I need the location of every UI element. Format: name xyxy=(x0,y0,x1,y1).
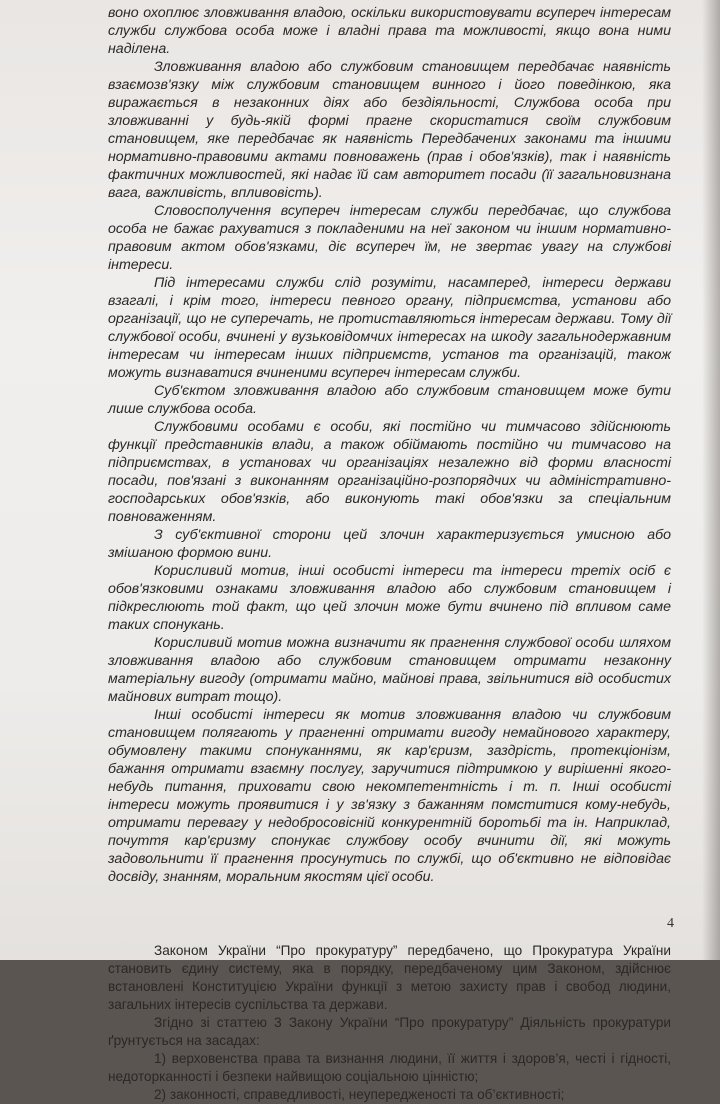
section-regular xyxy=(108,942,671,1104)
page-number: 4 xyxy=(667,916,674,931)
list-item: 1) верховенства права та визнання людини, її життя і здоров’я, честі і гідності, недоторканності і безпеки найвищою соціальною цінністю; xyxy=(108,1051,671,1084)
section-gap xyxy=(108,886,671,942)
paragraph: Зловживання владою або службовим становищем передбачає наявність взаємозв'язку між службовим становищем винного і його поведінкою, яка виражається в незаконних діях або бездіяльності, Службова особа при зловживанні у будь-якій формі прагне скористатися своїм службовим становищем, яке передбачає як наявність Передбачених законами та іншими нормативно-правовими актами повноважень (прав і обов'язків), так і наявність фактичних можливостей, які надає їй сам авторитет посади (її загальновизнана вага, важливість, впливовість). xyxy=(108,59,671,201)
paragraph: Службовими особами є особи, які постійно чи тимчасово здійснюють функції представників влади, а також обіймають постійно чи тимчасово на підприємствах, в установах чи організаціях незалежно від форми власності посади, пов'язані з виконанням організаційно-розпорядчих чи адміністративно-господарських обов'язків, або виконують такі обов'язки за спеціальним повноваженням. xyxy=(108,419,671,525)
document-body xyxy=(108,4,671,1104)
paragraph: Суб'єктом зловживання владою або службовим становищем може бути лише службова особа. xyxy=(108,383,671,417)
paragraph: Словосполучення всупереч інтересам служби передбачає, що службова особа не бажає рахуватися з покладеними на неї законом чи іншим нормативно-правовим актом обов'язками, діє всупереч їм, не звертає увагу на службові інтереси. xyxy=(108,203,671,273)
list-item: 2) законності, справедливості, неупередженості та об’єктивності; xyxy=(154,1087,565,1102)
paragraph: Корисливий мотив, інші особисті інтереси та інтереси третіх осіб є обов'язковими ознаками зловживання владою або службовим становищем і підкреслюють той факт, що цей злочин може бути вчинено під впливом саме таких спонукань. xyxy=(108,563,671,633)
paragraph: Інші особисті інтереси як мотив зловживання владою чи службовим становищем полягають у прагненні отримати вигоду немайнового характеру, обумовлену такими спонуканнями, як кар'єризм, заздрість, протекціонізм, бажання отримати взаємну послугу, заручитися підтримкою у вирішенні якого-небудь питання, приховати свою некомпетентність і т. п. Інші особисті інтереси можуть проявитися і у зв'язку з бажанням помститися кому-небудь, отримати перевагу у недобросовісній конкурентній боротьбі та ін. Наприклад, почуття кар'єризму спонукає службову особу вчинити дії, які можуть задовольнити її прагнення просунутись по службі, що об'єктивно не відповідає досвіду, знанням, моральним якостям цієї особи. xyxy=(108,707,671,885)
paragraph: Згідно зі статтею 3 Закону України “Про прокуратуру” Діяльність прокуратури ґрунтується на засадах: xyxy=(108,1015,671,1048)
paragraph: воно охоплює зловживання владою, оскільки використовувати всупереч інтересам служби службова особа може і владні права та можливості, якщо вона ними наділена. xyxy=(108,5,671,57)
section-italic xyxy=(108,4,671,886)
paragraph: Корисливий мотив можна визначити як прагнення службової особи шляхом зловживання владою або службовим становищем отримати незаконну матеріальну вигоду (отримати майно, майнові права, звільнитися від особистих майнових витрат тощо). xyxy=(108,635,671,705)
paragraph: З суб'єктивної сторони цей злочин характеризується умисною або змішаною формою вини. xyxy=(108,527,671,561)
paragraph: Під інтересами служби слід розуміти, насамперед, інтереси держави взагалі, і крім того, інтереси певного органу, підприємства, установи або організації, що не суперечать, не протиставляються інтересам держави. Тому дії службової особи, вчинені у вузьковідомчих інтересах на шкоду загальнодержавним інтересам чи інтересам інших підприємств, установ та організацій, також можуть визнаватися вчиненими всупереч інтересам служби. xyxy=(108,275,671,381)
paragraph: Законом України “Про прокуратуру” передбачено, що Прокуратура України становить єдину систему, яка в порядку, передбаченому цим Законом, здійснює встановлені Конституцією України функції з метою захисту прав і свобод людини, загальних інтересів суспільства та держави. xyxy=(108,943,671,1012)
